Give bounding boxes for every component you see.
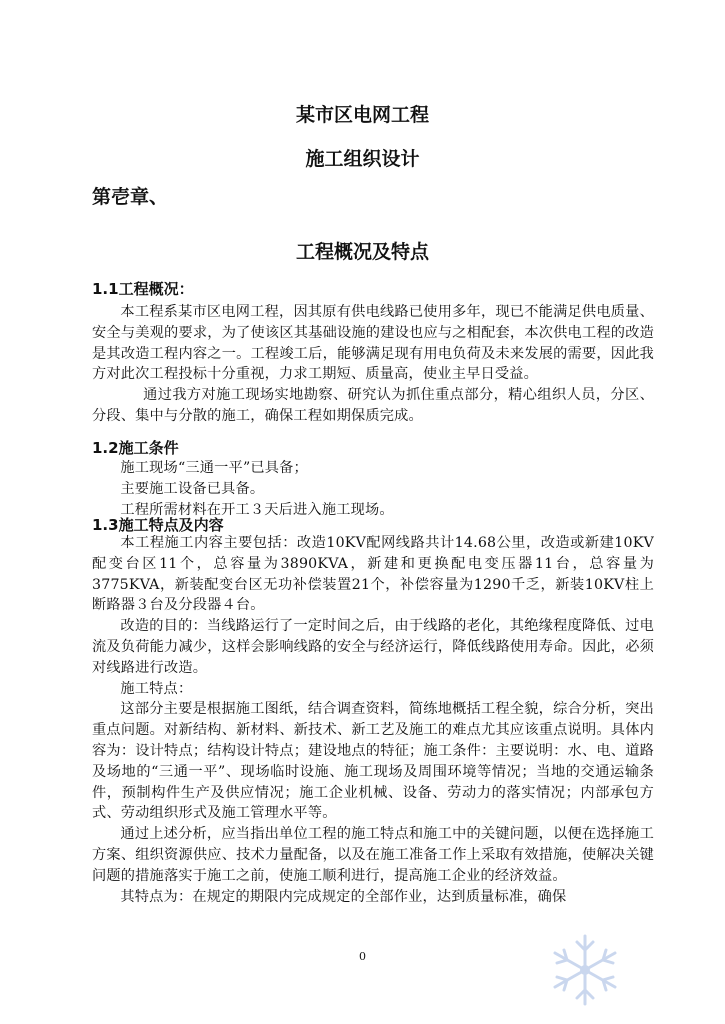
list-item: 施工现场“三通一平”已具备； <box>120 460 308 476</box>
paragraph: 本工程系某市区电网工程，因其原有供电线路已使用多年，现已不能满足供电质量、安全与美观的要求，为了使该区其基础设施的建设也应与之相配套，本次供电工程的改造是其改造工程内容之一。工程竣工后，能够满足现有用电负荷及未来发展的需要，因此我方对此次工程投标十分重视，力求工期短、质量高，使业主早日受益。 <box>92 304 654 383</box>
section-heading-1-3: 1.3施工特点及内容 <box>92 516 224 534</box>
section-1-3-body <box>92 533 654 907</box>
chapter-title: 工程概况及特点 <box>295 241 429 263</box>
doc-title: 某市区电网工程 <box>295 104 429 126</box>
paragraph: 其特点为：在规定的期限内完成规定的全部作业，达到质量标准，确保 <box>120 888 567 905</box>
chapter-label: 第壱章、 <box>92 186 169 208</box>
paragraph: 通过上述分析，应当指出单位工程的施工特点和施工中的关键问题，以便在选择施工方案、组织资源供应、技术力量配备，以及在施工准备工作上采取有效措施，使解决关键问题的措施落实于施工之前，使施工顺利进行，提高施工企业的经济效益。 <box>92 826 654 884</box>
paragraph: 改造的目的：当线路运行了一定时间之后，由于线路的老化，其绝缘程度降低、过电流及负荷能力减少，这样会影响线路的安全与经济运行，降低线路使用寿命。因此，必须对线路进行改造。 <box>92 618 654 676</box>
section-heading-1-2: 1.2施工条件 <box>92 439 179 457</box>
list-item: 工程所需材料在开工３天后进入施工现场。 <box>120 501 394 518</box>
snowflake-watermark-icon <box>545 930 625 1010</box>
paragraph: 这部分主要是根据施工图纸，结合调查资料，简练地概括工程全貌，综合分析，突出重点问题。对新结构、新材料、新技术、新工艺及施工的难点尤其应该重点说明。具体内容为：设计特点；结构设计特点；建设地点的特征；施工条件：主要说明：水、电、道路及场地的“三通一平”、现场临时设施、施工现场及周围环境等情况；当地的交通运输条件，预制构件生产及供应情况；施工企业机械、设备、劳动力的落实情况；内部承包方式、劳动组织形式及施工管理水平等。 <box>92 701 654 822</box>
section-1-1-body <box>92 302 654 427</box>
doc-subtitle: 施工组织设计 <box>305 148 420 170</box>
paragraph: 本工程施工内容主要包括：改造10KV配网线路共计14.68公里，改造或新建10KV配变台区11个，总容量为3890KVA，新建和更换配电变压器11台，总容量为3775KVA，新装配变台区无功补偿装置21个，补偿容量为1290千乏，新装10KV柱上断路器３台及分段器４台。 <box>92 535 654 614</box>
section-1-2-body <box>92 458 654 520</box>
list-item: 主要施工设备已具备。 <box>120 480 265 497</box>
page-number: 0 <box>359 950 366 963</box>
section-heading-1-1: 1.1工程概况： <box>92 280 194 298</box>
paragraph: 施工特点： <box>120 680 193 697</box>
paragraph: 通过我方对施工现场实地勘察、研究认为抓住重点部分，精心组织人员，分区、分段、集中与分散的施工，确保工程如期保质完成。 <box>92 387 654 424</box>
